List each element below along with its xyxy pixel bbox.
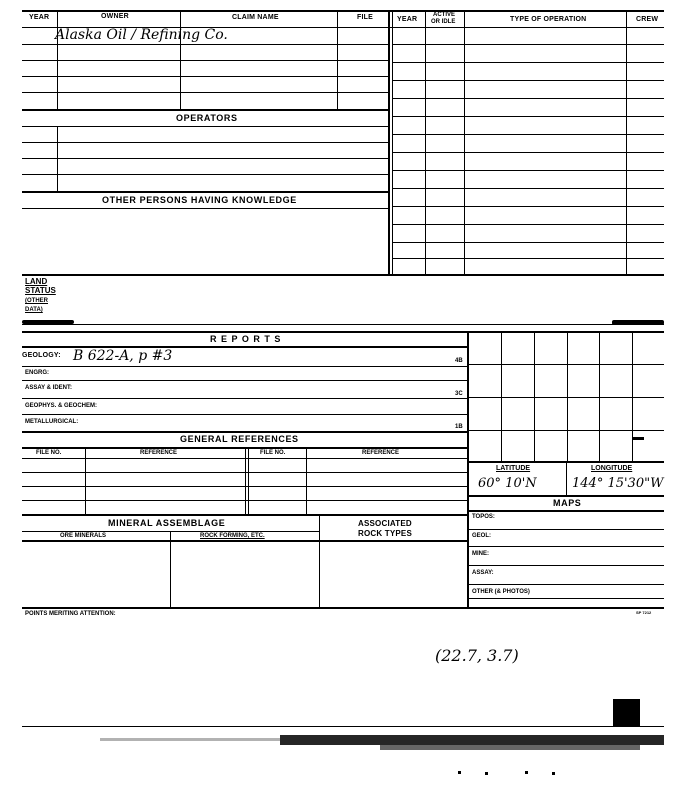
ref-header-file-2: FILE NO. bbox=[260, 450, 286, 456]
general-references-title: GENERAL REFERENCES bbox=[180, 434, 299, 444]
maps-title: MAPS bbox=[553, 498, 582, 508]
maps-geol: GEOL: bbox=[472, 533, 491, 539]
header-year-2: YEAR bbox=[397, 16, 418, 23]
ore-minerals-label: ORE MINERALS bbox=[60, 533, 107, 539]
ref-header-file-1: FILE NO. bbox=[36, 450, 62, 456]
rock-forming-label: ROCK FORMING, ETC. bbox=[200, 533, 265, 539]
report-label-engrg: ENGRG: bbox=[25, 370, 49, 376]
maps-assay: ASSAY: bbox=[472, 570, 494, 576]
report-label-geophys: GEOPHYS. & GEOCHEM: bbox=[25, 403, 98, 409]
report-label-metallurgical: METALLURGICAL: bbox=[25, 419, 79, 425]
grid-mark bbox=[632, 437, 644, 440]
rock-types-label: ROCK TYPES bbox=[358, 529, 413, 538]
ref-header-reference-1: REFERENCE bbox=[140, 450, 178, 456]
report-value-geology: B 622-A, p #3 bbox=[73, 348, 173, 364]
header-or-idle: OR IDLE bbox=[431, 19, 456, 25]
header-active: ACTIVE bbox=[433, 12, 456, 18]
associated-label: ASSOCIATED bbox=[358, 519, 412, 528]
ref-header-reference-2: REFERENCE bbox=[362, 450, 400, 456]
maps-topos: TOPOS: bbox=[472, 514, 495, 520]
header-owner: OWNER bbox=[101, 13, 129, 20]
header-type-of-operation: TYPE OF OPERATION bbox=[510, 16, 587, 23]
scan-noise-band bbox=[280, 735, 664, 745]
scan-edge bbox=[22, 726, 664, 727]
operators-title: OPERATORS bbox=[176, 113, 238, 123]
points-meriting-attention: POINTS MERITING ATTENTION: bbox=[25, 611, 116, 617]
scan-dot-1 bbox=[458, 771, 461, 774]
report-label-geology: GEOLOGY: bbox=[22, 352, 61, 359]
scan-noise-band-2 bbox=[380, 745, 640, 750]
maps-other: OTHER (& PHOTOS) bbox=[472, 589, 530, 595]
scan-noise-band-3 bbox=[100, 738, 280, 741]
mineral-assemblage-title: MINERAL ASSEMBLAGE bbox=[108, 518, 226, 528]
scan-dot-4 bbox=[552, 772, 555, 775]
other-persons-title: OTHER PERSONS HAVING KNOWLEDGE bbox=[102, 195, 297, 205]
report-label-assay: ASSAY & IDENT: bbox=[25, 385, 73, 391]
form-number: SP 7212 bbox=[636, 610, 652, 615]
land-status-label: LAND STATUS (OTHER DATA) bbox=[25, 277, 56, 313]
report-code-assay: 3C bbox=[455, 391, 463, 397]
report-code-geology: 4B bbox=[455, 358, 463, 364]
longitude-value: 144° 15'30"W bbox=[572, 476, 664, 491]
latitude-label: LATITUDE bbox=[496, 465, 531, 472]
longitude-label: LONGITUDE bbox=[591, 465, 633, 472]
header-file: FILE bbox=[357, 14, 373, 21]
registration-block bbox=[613, 699, 640, 726]
owner-entry: Alaska Oil / Refining Co. bbox=[55, 27, 228, 43]
header-claim-name: CLAIM NAME bbox=[232, 14, 279, 21]
scan-dot-2 bbox=[485, 772, 488, 775]
header-year: YEAR bbox=[29, 14, 50, 21]
header-crew: CREW bbox=[636, 16, 659, 23]
scan-dot-3 bbox=[525, 771, 528, 774]
reports-title: R E P O R T S bbox=[210, 334, 282, 344]
divider-mark-right bbox=[612, 320, 664, 325]
handwritten-coordinate: (22.7, 3.7) bbox=[435, 646, 519, 665]
latitude-value: 60° 10'N bbox=[478, 476, 537, 491]
maps-mine: MINE: bbox=[472, 551, 489, 557]
report-code-metallurgical: 1B bbox=[455, 424, 463, 430]
divider-line bbox=[22, 324, 664, 325]
